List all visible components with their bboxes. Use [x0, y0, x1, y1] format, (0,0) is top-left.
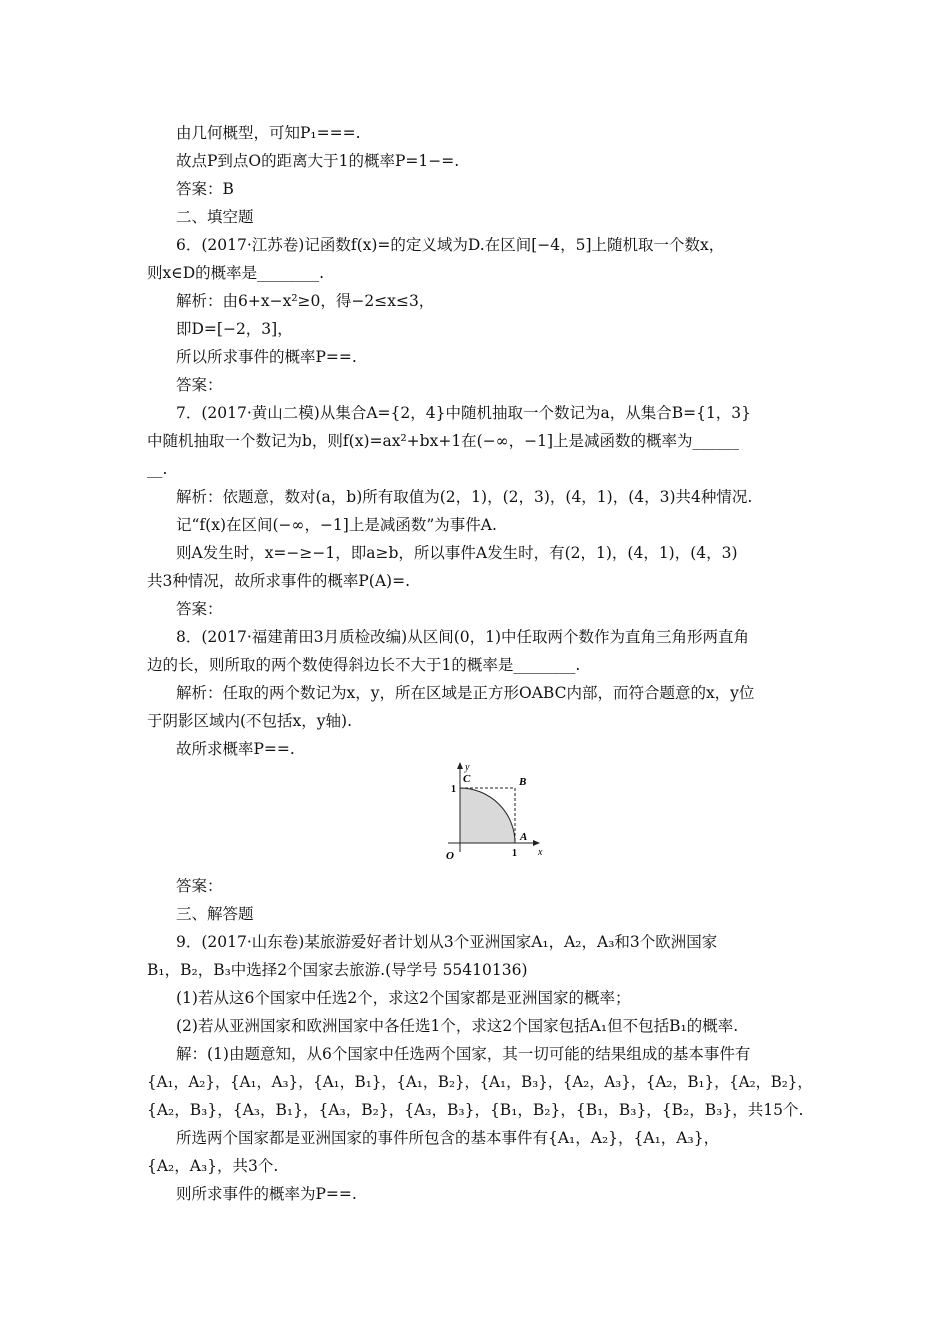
problem-8-line: 8．(2017·福建莆田3月质检改编)从区间(0，1)中任取两个数作为直角三角形两直角 [176, 628, 750, 646]
problem-7-line: __. [147, 460, 168, 478]
solution-line: {A₂，A₃}，共3个. [147, 1157, 279, 1175]
shaded-region [460, 788, 515, 843]
problem-7-line: 中随机抽取一个数记为b，则f(x)=ax²+bx+1在(−∞，−1]上是减函数的概率为______ [147, 432, 740, 450]
text-line: 故点P到点O的距离大于1的概率P=1−=. [176, 152, 460, 170]
solution-line: 所选两个国家都是亚洲国家的事件所包含的基本事件有{A₁，A₂}，{A₁，A₃}， [176, 1129, 720, 1147]
point-c-label: C [463, 773, 471, 785]
problem-7-line: 7．(2017·黄山二模)从集合A={2，4}中随机抽取一个数记为a，从集合B={1，3} [176, 404, 752, 422]
problem-6-line: 6．(2017·江苏卷)记函数f(x)=的定义域为D.在区间[−4，5]上随机取一个数x， [176, 236, 725, 254]
y-axis-arrow [457, 762, 463, 769]
origin-label: O [446, 850, 454, 862]
solution-line: 于阴影区域内(不包括x，y轴). [147, 712, 353, 730]
solution-line: 即D=[−2，3]， [176, 320, 293, 338]
solution-line: {A₁，A₂}，{A₁，A₃}，{A₁，B₁}，{A₁，B₂}，{A₁，B₃}，{A₂，A₃}，{A₂，B₁}，{A₂，B₂}， [147, 1073, 813, 1091]
problem-9-part-1: (1)若从这6个国家中任选2个，求这2个国家都是亚洲国家的概率； [176, 989, 631, 1007]
section-heading: 三、解答题 [176, 905, 254, 923]
answer-line: 答案： [176, 376, 223, 394]
solution-line: 解析：任取的两个数记为x，y，所在区域是正方形OABC内部，而符合题意的x，y位 [176, 684, 755, 702]
tick-label-y-1: 1 [451, 784, 456, 795]
quarter-circle-figure [432, 758, 552, 868]
text-line: 由几何概型，可知P₁===. [176, 124, 361, 142]
solution-line: {A₂，B₃}，{A₃，B₁}，{A₃，B₂}，{A₃，B₃}，{B₁，B₂}，{B₁，B₃}，{B₂，B₃}，共15个. [147, 1101, 804, 1119]
point-a-label: A [520, 831, 528, 843]
problem-9-line: 9．(2017·山东卷)某旅游爱好者计划从3个亚洲国家A₁，A₂，A₃和3个欧洲国家 [176, 933, 718, 951]
solution-line: 则所求事件的概率为P==. [176, 1185, 357, 1203]
solution-line: 解：(1)由题意知，从6个国家中任选两个国家，其一切可能的结果组成的基本事件有 [176, 1045, 751, 1063]
point-b-label: B [519, 776, 527, 788]
section-heading: 二、填空题 [176, 208, 254, 226]
solution-line: 记“f(x)在区间(−∞，−1]上是减函数”为事件A. [176, 516, 497, 534]
problem-9-line: B₁，B₂，B₃中选择2个国家去旅游.(导学号 55410136) [147, 961, 528, 979]
solution-line: 共3种情况，故所求事件的概率P(A)=. [147, 572, 410, 590]
x-axis-label: x [538, 847, 543, 858]
answer-line: 答案：B [176, 180, 234, 198]
solution-line: 解析：由6+x−x²≥0，得−2≤x≤3， [176, 292, 435, 310]
answer-line: 答案： [176, 600, 223, 618]
solution-line: 所以所求事件的概率P==. [176, 348, 357, 366]
problem-6-line: 则x∈D的概率是________. [147, 264, 325, 282]
problem-8-line: 边的长，则所取的两个数使得斜边长不大于1的概率是________. [147, 656, 581, 674]
problem-9-part-2: (2)若从亚洲国家和欧洲国家中各任选1个，求这2个国家包括A₁但不包括B₁的概率. [176, 1017, 739, 1035]
answer-line: 答案： [176, 877, 223, 895]
solution-line: 则A发生时，x=−≥−1，即a≥b，所以事件A发生时，有(2，1)，(4，1)，(4，3) [176, 544, 738, 562]
solution-line: 解析：依题意，数对(a，b)所有取值为(2，1)，(2，3)，(4，1)，(4，3)共4种情况. [176, 488, 753, 506]
y-axis-label: y [465, 762, 470, 773]
solution-line: 故所求概率P==. [176, 740, 295, 758]
tick-label-x-1: 1 [512, 848, 517, 859]
x-axis-arrow [533, 840, 540, 846]
